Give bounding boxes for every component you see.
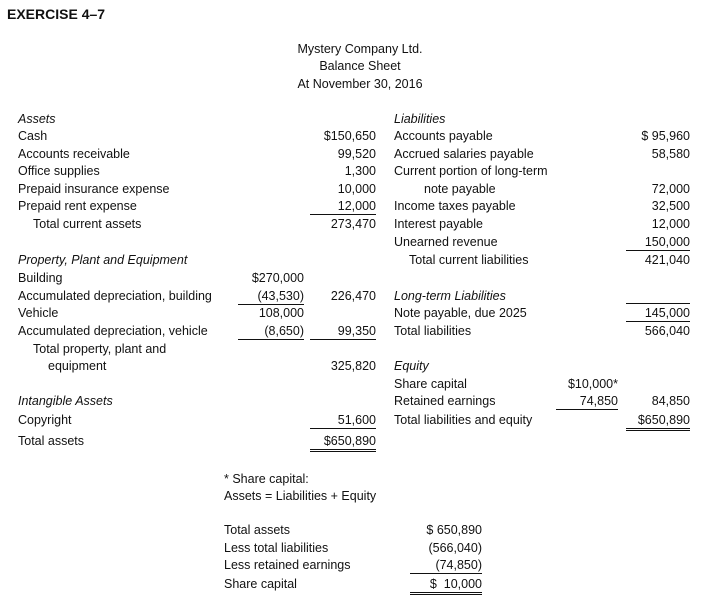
asset-label: Prepaid insurance expense xyxy=(18,182,170,196)
accrued-salaries-label: Accrued salaries payable xyxy=(394,147,534,161)
total-assets-label: Total assets xyxy=(18,434,85,448)
building-amount: $270,000 xyxy=(251,271,304,285)
accrued-salaries-amount: 58,580 xyxy=(651,147,690,161)
exercise-title: EXERCISE 4–7 xyxy=(7,6,106,22)
income-taxes-label: Income taxes payable xyxy=(394,199,516,213)
vehicle-net-amount: 99,350 xyxy=(310,324,376,340)
total-current-liabilities-label: Total current liabilities xyxy=(409,253,529,267)
copyright-label: Copyright xyxy=(18,413,72,427)
current-portion-amount: 72,000 xyxy=(651,182,690,196)
footnote-row-amount: (74,850) xyxy=(410,558,482,574)
footnote-equation: Assets = Liabilities + Equity xyxy=(224,489,377,503)
accounts-payable-label: Accounts payable xyxy=(394,129,493,143)
asset-label: Office supplies xyxy=(18,164,100,178)
building-label: Building xyxy=(18,271,63,285)
footnote-row-label: Share capital xyxy=(224,577,297,591)
total-ppe-label: Total property, plant and xyxy=(33,342,167,356)
asset-amount: 1,300 xyxy=(344,164,376,178)
accum-dep-building-amount: (43,530) xyxy=(238,289,304,305)
footnote-row-label: Less retained earnings xyxy=(224,558,351,572)
interest-payable-amount: 12,000 xyxy=(651,217,690,231)
vehicle-label: Vehicle xyxy=(18,306,59,320)
statement-date: At November 30, 2016 xyxy=(297,77,423,91)
intangible-heading: Intangible Assets xyxy=(18,394,113,408)
footnote-row-amount: $ 10,000 xyxy=(410,577,482,595)
interest-payable-label: Interest payable xyxy=(394,217,483,231)
total-current-assets-label: Total current assets xyxy=(33,217,142,231)
share-capital-label: Share capital xyxy=(394,377,467,391)
total-current-assets-amount: 273,470 xyxy=(330,217,376,231)
total-liabilities-label: Total liabilities xyxy=(394,324,472,338)
note-payable-amount: 145,000 xyxy=(626,306,690,322)
accum-dep-building-label: Accumulated depreciation, building xyxy=(18,289,212,303)
asset-label: Accounts receivable xyxy=(18,147,130,161)
accum-dep-vehicle-label: Accumulated depreciation, vehicle xyxy=(18,324,208,338)
asset-amount: 99,520 xyxy=(337,147,376,161)
current-portion-label: Current portion of long-term xyxy=(394,164,548,178)
footnote-row-amount: $ 650,890 xyxy=(426,523,482,537)
long-term-rule xyxy=(626,303,690,304)
share-capital-amount: $10,000* xyxy=(567,377,618,391)
accum-dep-vehicle-amount: (8,650) xyxy=(238,324,304,340)
total-assets-amount: $650,890 xyxy=(310,434,376,452)
asset-label: Cash xyxy=(18,129,48,143)
unearned-revenue-label: Unearned revenue xyxy=(394,235,498,249)
equity-heading: Equity xyxy=(394,359,429,373)
asset-label: Prepaid rent expense xyxy=(18,199,137,213)
unearned-revenue-amount: 150,000 xyxy=(626,235,690,251)
note-payable-label: Note payable, due 2025 xyxy=(394,306,527,320)
company-name: Mystery Company Ltd. xyxy=(297,42,423,56)
long-term-heading: Long-term Liabilities xyxy=(394,289,506,303)
total-liabilities-equity-amount: $650,890 xyxy=(626,413,690,431)
footnote-row-label: Total assets xyxy=(224,523,291,537)
copyright-amount: 51,600 xyxy=(310,413,376,429)
total-current-liabilities-amount: 421,040 xyxy=(644,253,690,267)
ppe-heading: Property, Plant and Equipment xyxy=(18,253,188,267)
asset-amount: 10,000 xyxy=(337,182,376,196)
liabilities-heading: Liabilities xyxy=(394,112,446,126)
total-liabilities-amount: 566,040 xyxy=(644,324,690,338)
footnote-row-label: Less total liabilities xyxy=(224,541,329,555)
asset-amount: 12,000 xyxy=(310,199,376,215)
accounts-payable-amount: $ 95,960 xyxy=(641,129,690,143)
retained-earnings-label: Retained earnings xyxy=(394,394,496,408)
income-taxes-amount: 32,500 xyxy=(651,199,690,213)
footnote-title: * Share capital: xyxy=(224,472,309,486)
assets-heading: Assets xyxy=(18,112,56,126)
statement-name: Balance Sheet xyxy=(319,59,401,73)
asset-amount: $150,650 xyxy=(323,129,376,143)
vehicle-amount: 108,000 xyxy=(258,306,304,320)
total-liabilities-equity-label: Total liabilities and equity xyxy=(394,413,533,427)
building-net-amount: 226,470 xyxy=(330,289,376,303)
footnote-row-amount: (566,040) xyxy=(428,541,482,555)
current-portion-label-cont: note payable xyxy=(424,182,496,196)
total-equity-amount: 84,850 xyxy=(651,394,690,408)
retained-earnings-amount: 74,850 xyxy=(556,394,618,410)
total-ppe-label-cont: equipment xyxy=(48,359,107,373)
total-ppe-amount: 325,820 xyxy=(330,359,376,373)
